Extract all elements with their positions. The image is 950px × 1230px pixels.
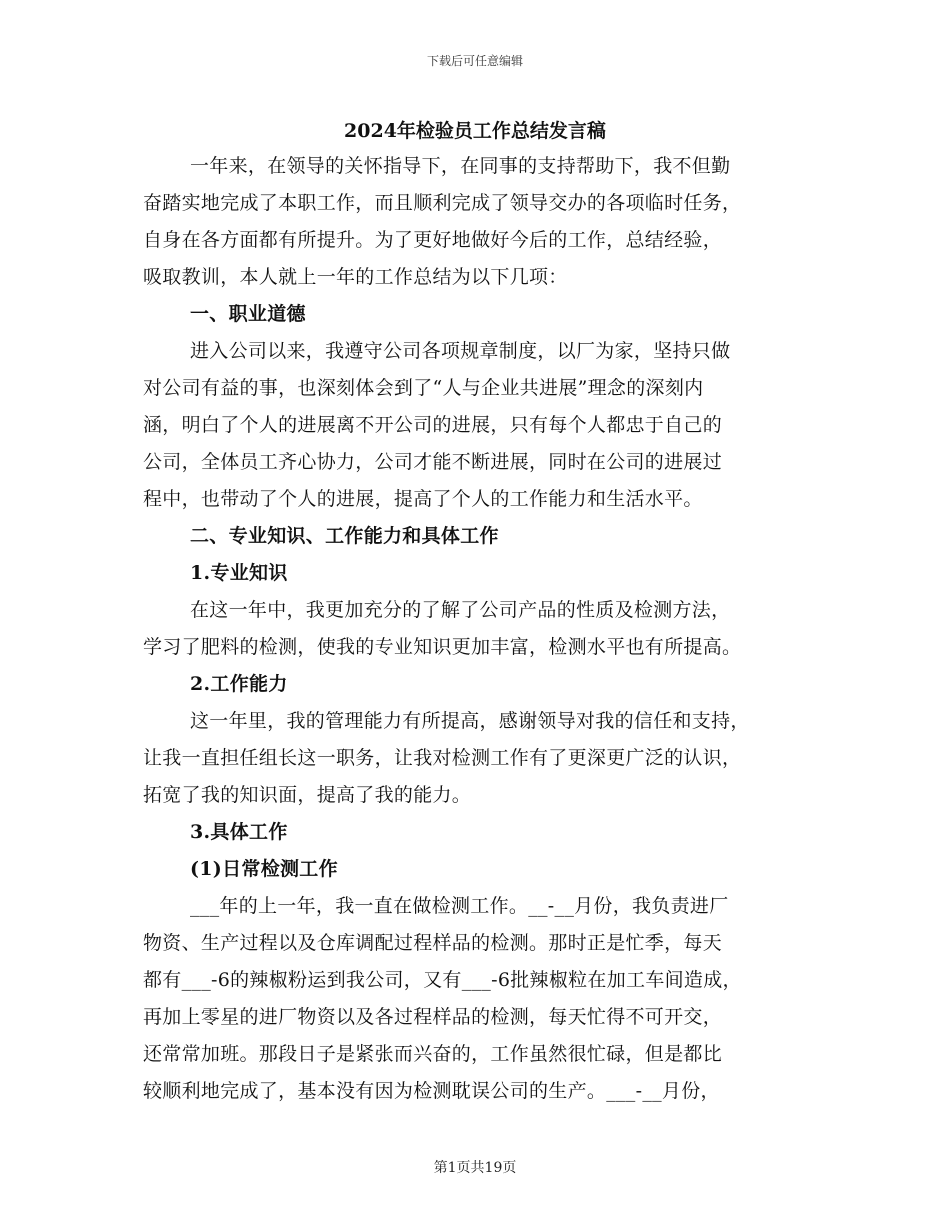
paragraph-line: 在这一年中，我更加充分的了解了公司产品的性质及检测方法，: [190, 599, 731, 621]
paragraph-line: 让我一直担任组长这一职务，让我对检测工作有了更深更广泛的认识，: [143, 747, 742, 769]
section-heading: 一、职业道德: [190, 303, 306, 325]
paragraph-line: 程中，也带动了个人的进展，提高了个人的工作能力和生活水平。: [143, 488, 703, 510]
paragraph-line: 吸取教训，本人就上一年的工作总结为以下几项：: [143, 266, 568, 288]
paragraph-line: 还常常加班。那段日子是紧张而兴奋的，工作虽然很忙碌，但是都比: [143, 1043, 723, 1065]
paragraph-line: 一年来，在领导的关怀指导下，在同事的支持帮助下，我不但勤: [190, 155, 731, 177]
subsection-heading: 1.专业知识: [190, 562, 288, 584]
subsection-heading: (1)日常检测工作: [190, 858, 338, 880]
paragraph-line: 对公司有益的事，也深刻体会到了“人与企业共进展”理念的深刻内: [143, 377, 704, 399]
page-number: 第1页共19页: [433, 1160, 517, 1176]
paragraph-line: 涵，明白了个人的进展离不开公司的进展，只有每个人都忠于自己的: [143, 414, 723, 436]
paragraph-line: 物资、生产过程以及仓库调配过程样品的检测。那时正是忙季，每天: [143, 932, 723, 954]
paragraph-line: 拓宽了我的知识面，提高了我的能力。: [143, 784, 472, 806]
paragraph-line: 都有___-6的辣椒粉运到我公司，又有___-6批辣椒粒在加工车间造成，: [143, 969, 742, 991]
subsection-heading: 2.工作能力: [190, 673, 288, 695]
paragraph-line: 这一年里，我的管理能力有所提高，感谢领导对我的信任和支持，: [190, 710, 750, 732]
paragraph-line: ___年的上一年，我一直在做检测工作。__-__月份，我负责进厂: [190, 895, 729, 917]
paragraph-line: 再加上零星的进厂物资以及各过程样品的检测，每天忙得不可开交，: [143, 1006, 723, 1028]
paragraph-line: 公司，全体员工齐心协力，公司才能不断进展，同时在公司的进展过: [143, 451, 723, 473]
paragraph-line: 自身在各方面都有所提升。为了更好地做好今后的工作，总结经验，: [143, 229, 723, 251]
paragraph-line: 奋踏实地完成了本职工作，而且顺利完成了领导交办的各项临时任务，: [143, 192, 742, 214]
document-title: 2024年检验员工作总结发言稿: [344, 120, 606, 142]
page-header-note: 下载后可任意编辑: [426, 54, 523, 68]
section-heading: 二、专业知识、工作能力和具体工作: [190, 525, 499, 547]
paragraph-line: 较顺利地完成了，基本没有因为检测耽误公司的生产。___-__月份，: [143, 1080, 720, 1102]
paragraph-line: 进入公司以来，我遵守公司各项规章制度，以厂为家，坚持只做: [190, 340, 731, 362]
paragraph-line: 学习了肥料的检测，使我的专业知识更加丰富，检测水平也有所提高。: [143, 636, 742, 658]
subsection-heading: 3.具体工作: [190, 821, 288, 843]
